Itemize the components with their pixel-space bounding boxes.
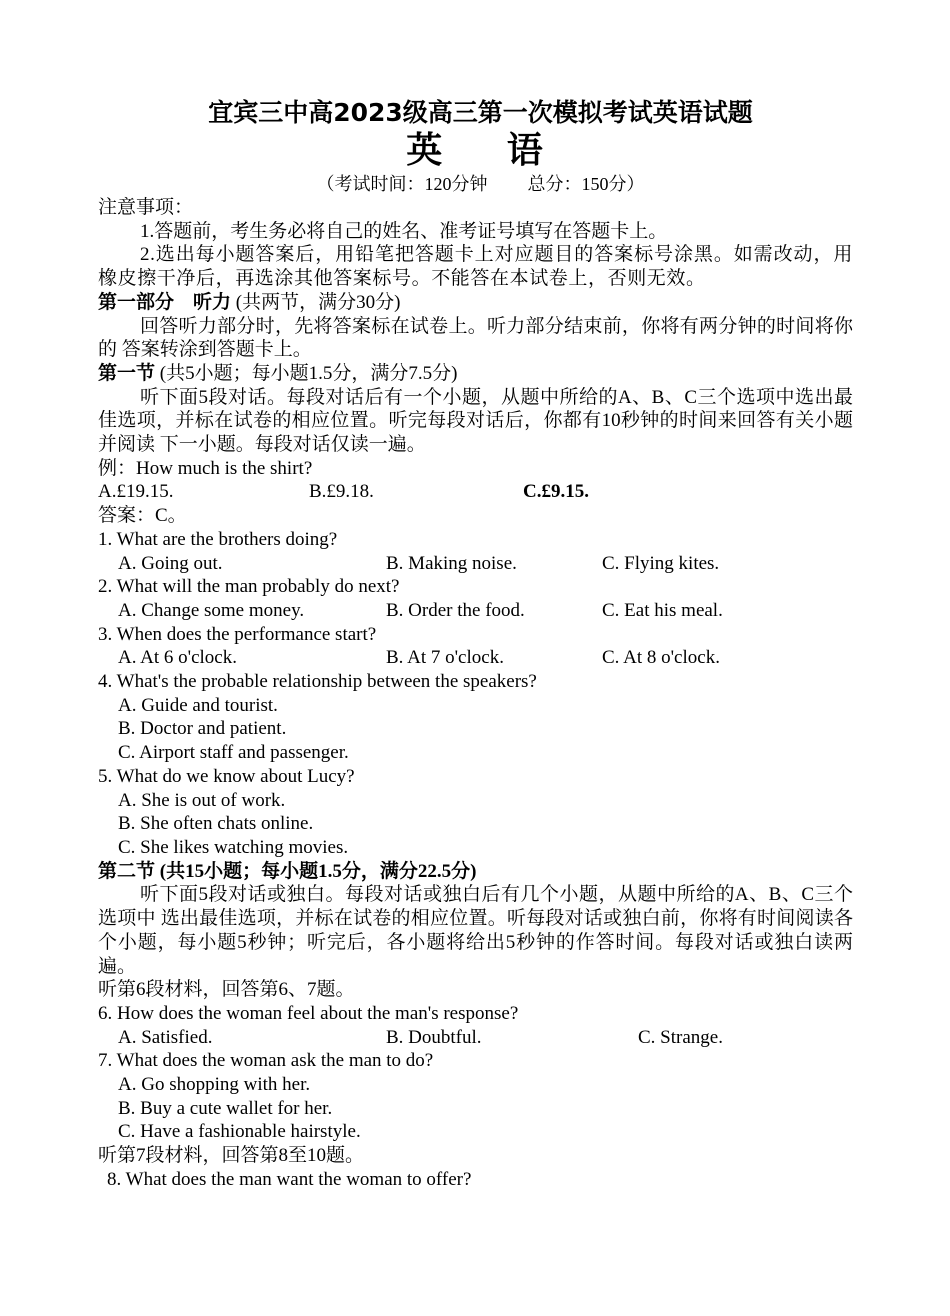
option-a: A. Satisfied. (118, 1026, 213, 1048)
option-c: C. She likes watching movies. (118, 836, 349, 858)
option-c: C. Have a fashionable hairstyle. (118, 1121, 361, 1143)
section2-instructions: 听下面5段对话或独白。每段对话或独白后有几个小题，从题中所给的A、B、C三个选项中 选出最佳选项，并标在试卷的相应位置。听每段对话或独白前，你将有时间阅读各个小题，每小题5秒钟；听完后，各小题将给出5秒钟的作答时间。每段对话或独白读两遍。 (98, 884, 853, 977)
part1-heading-bold: 第一部分 听力 (98, 291, 232, 313)
option-a: A. Change some money. (118, 599, 305, 621)
section1-heading (98, 362, 853, 386)
section1-instructions: 听下面5段对话。每段对话后有一个小题，从题中所给的A、B、C三个选项中选出最佳选项，并标在试卷的相应位置。听完每段对话后，你都有10秒钟的时间来回答有关小题并阅读 下一小题。每段对话仅读一遍。 (98, 386, 853, 456)
example-answer: 答案：C。 (98, 505, 187, 527)
question-6-options (98, 1026, 853, 1050)
example-option-b: B.£9.18. (309, 481, 374, 503)
option-c: C. Eat his meal. (602, 599, 723, 621)
notice-item-2: 2.选出每小题答案后，用铅笔把答题卡上对应题目的答案标号涂黑。如需改动，用橡皮擦干净后，再选涂其他答案标号。不能答在本试卷上，否则无效。 (98, 244, 853, 290)
option-b: B. At 7 o'clock. (386, 647, 504, 669)
question-7: 7. What does the woman ask the man to do? (98, 1050, 434, 1072)
exam-time: （考试时间：120分钟 (316, 174, 488, 194)
part1-heading (98, 291, 853, 315)
question-2-options (98, 599, 853, 623)
question-2: 2. What will the man probably do next? (98, 576, 400, 598)
notice-heading: 注意事项： (98, 197, 194, 218)
option-a: A. Going out. (118, 552, 223, 574)
question-1-options (98, 552, 853, 576)
material-7-label: 听第7段材料，回答第8至10题。 (98, 1145, 365, 1167)
example-options (98, 480, 853, 504)
example-option-a: A.£19.15. (98, 481, 174, 503)
option-b: B. Making noise. (386, 552, 517, 574)
exam-page (98, 96, 853, 1192)
option-c: C. Flying kites. (602, 552, 720, 574)
question-3: 3. When does the performance start? (98, 623, 377, 645)
option-a: A. Guide and tourist. (118, 694, 278, 716)
option-c: C. At 8 o'clock. (602, 647, 720, 669)
question-3-options (98, 646, 853, 670)
option-a: A. She is out of work. (118, 789, 286, 811)
option-b: B. Doctor and patient. (118, 718, 287, 740)
option-c: C. Strange. (638, 1026, 723, 1048)
section1-heading-bold: 第一节 (98, 362, 156, 384)
question-5: 5. What do we know about Lucy? (98, 765, 355, 787)
section2-heading: 第二节 (共15小题；每小题1.5分，满分22.5分) (98, 860, 477, 882)
option-b: B. Order the food. (386, 599, 525, 621)
option-c: C. Airport staff and passenger. (118, 742, 349, 764)
option-b: B. Doubtful. (386, 1026, 482, 1048)
material-6-label: 听第6段材料，回答第6、7题。 (98, 979, 355, 1001)
section1-heading-rest: (共5小题；每小题1.5分，满分7.5分) (155, 362, 458, 384)
question-4: 4. What's the probable relationship between the speakers? (98, 671, 537, 693)
option-b: B. She often chats online. (118, 813, 314, 835)
question-8: 8. What does the man want the woman to offer? (107, 1168, 472, 1190)
exam-title: 宜宾三中高2023级高三第一次模拟考试英语试题 (208, 98, 753, 127)
example-question: 例：How much is the shirt? (98, 457, 313, 479)
option-a: A. At 6 o'clock. (118, 647, 237, 669)
total-score: 总分：150分） (527, 174, 645, 194)
option-b: B. Buy a cute wallet for her. (118, 1097, 333, 1119)
subject-title: 英 语 (406, 130, 569, 171)
part1-heading-rest: (共两节，满分30分) (231, 291, 401, 313)
notice-item-1: 1.答题前，考生务必将自己的姓名、准考证号填写在答题卡上。 (140, 220, 668, 242)
question-1: 1. What are the brothers doing? (98, 528, 338, 550)
option-a: A. Go shopping with her. (118, 1074, 311, 1096)
part1-instructions: 回答听力部分时，先将答案标在试卷上。听力部分结束前，你将有两分钟的时间将你的 答案转涂到答题卡上。 (98, 315, 853, 361)
exam-meta (108, 172, 853, 196)
example-option-c: C.£9.15. (523, 481, 589, 503)
question-6: 6. How does the woman feel about the man's response? (98, 1002, 519, 1024)
